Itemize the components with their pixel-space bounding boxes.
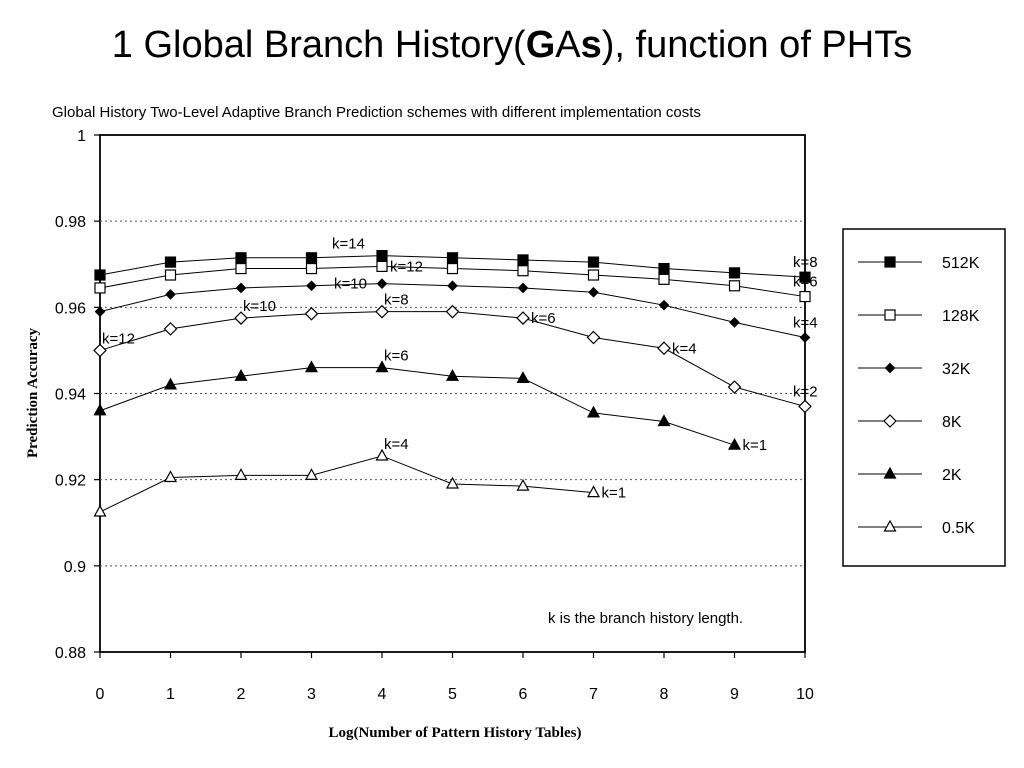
series-8k [94,306,811,413]
annotation-label: k=4 [384,435,409,453]
data-point-8k [799,400,811,412]
data-point-128k [166,270,176,280]
data-point-128k [377,261,387,271]
annotation-label: k=8 [384,291,409,309]
x-tick-label: 4 [377,686,387,703]
series-0p5k [95,450,600,516]
legend-label: 512K [942,255,980,272]
data-point-32k [166,290,175,299]
data-point-512k [448,253,458,263]
annotation-label: k=2 [793,383,818,401]
annotation-label: k=12 [102,330,135,348]
data-point-128k [307,264,317,274]
y-tick-label: 0.96 [54,300,86,318]
data-point-128k [448,264,458,274]
data-point-32k [660,301,669,310]
y-tick-label: 0.98 [54,214,86,232]
annotation-label: k=8 [793,254,818,272]
data-point-8k [588,331,600,343]
y-tick-label: 0.9 [63,558,86,576]
data-point-0p5k [95,506,106,516]
data-point-32k [730,318,739,327]
data-point-8k [517,312,529,324]
y-tick-label: 1 [77,128,86,145]
legend-label: 8K [942,414,962,431]
chart-title: Global History Two-Level Adaptive Branch Prediction schemes with different implementation costs [52,104,701,121]
annotation-label: k=6 [384,347,409,365]
data-point-2k [659,416,670,426]
legend-label: 0.5K [942,520,975,537]
data-point-2k [518,372,529,382]
data-point-32k [378,279,387,288]
data-point-128k [95,283,105,293]
x-tick-label: 0 [95,686,105,703]
annotation-label: k=4 [793,314,818,332]
title-part-a: A [555,24,581,66]
data-point-512k [518,255,528,265]
data-point-512k [377,251,387,261]
data-point-8k [658,342,670,354]
y-tick-label: 0.88 [54,645,86,662]
chart-note: k is the branch history length. [548,610,744,627]
legend-label: 32K [942,361,971,378]
x-tick-label: 7 [589,686,598,703]
series-line-0p5k [100,456,594,512]
x-tick-label: 2 [236,686,246,703]
title-part-g: G [525,24,556,66]
annotation-label: k=4 [672,340,697,358]
data-point-512k [236,253,246,263]
data-point-2k [306,362,317,372]
annotation-label: k=1 [742,437,768,455]
data-point-2k [236,370,247,380]
data-point-128k [236,264,246,274]
data-point-8k [306,308,318,320]
legend-marker [885,257,895,267]
series-layer [94,251,811,516]
data-point-128k [800,292,810,302]
data-point-128k [589,270,599,280]
title-part-2: ), function of PHTs [601,24,913,66]
data-point-32k [96,307,105,316]
annotation-label: k=6 [531,310,556,328]
annotation-label: k=6 [793,273,818,291]
data-point-2k [588,407,599,417]
legend-label: 2K [942,467,962,484]
title-part-s: s [580,24,602,66]
annotation-label: k=10 [334,275,367,293]
data-point-8k [165,323,177,335]
annotations [102,236,818,502]
data-point-2k [447,370,458,380]
data-point-128k [518,266,528,276]
x-tick-label: 10 [796,686,814,703]
data-point-512k [730,268,740,278]
data-point-512k [307,253,317,263]
data-point-32k [448,281,457,290]
data-point-512k [659,264,669,274]
data-point-128k [730,281,740,291]
data-point-0p5k [236,469,247,479]
data-point-512k [589,257,599,267]
data-point-512k [166,257,176,267]
x-tick-label: 6 [518,686,528,703]
legend-box [843,229,1005,566]
series-2k [95,362,741,450]
data-point-2k [165,379,176,389]
y-tick-label: 0.92 [54,472,86,490]
data-point-0p5k [518,480,529,490]
data-point-0p5k [165,472,176,482]
x-tick-label: 5 [448,686,457,703]
x-tick-label: 9 [730,686,739,703]
y-axis-label: Prediction Accuracy [25,327,41,459]
x-tick-label: 1 [166,686,175,703]
x-axis-label: Log(Number of Pattern History Tables) [328,725,582,741]
annotation-label: k=14 [332,235,365,253]
series-line-2k [100,368,735,446]
x-tick-label: 3 [307,686,316,703]
legend-marker [885,310,895,320]
data-point-8k [729,381,741,393]
data-point-512k [95,270,105,280]
data-point-128k [659,274,669,284]
data-point-32k [307,281,316,290]
annotation-label: k=10 [243,298,276,316]
title-part-1: 1 Global Branch History( [111,24,526,66]
annotation-label: k=1 [601,484,627,502]
y-tick-label: 0.94 [54,386,86,404]
legend-label: 128K [942,308,980,325]
series-line-8k [100,312,805,407]
x-tick-label: 8 [659,686,669,703]
data-point-32k [801,333,810,342]
data-point-32k [237,283,246,292]
data-point-0p5k [588,487,599,497]
data-point-32k [589,288,598,297]
data-point-32k [519,283,528,292]
annotation-label: k=12 [390,258,423,276]
